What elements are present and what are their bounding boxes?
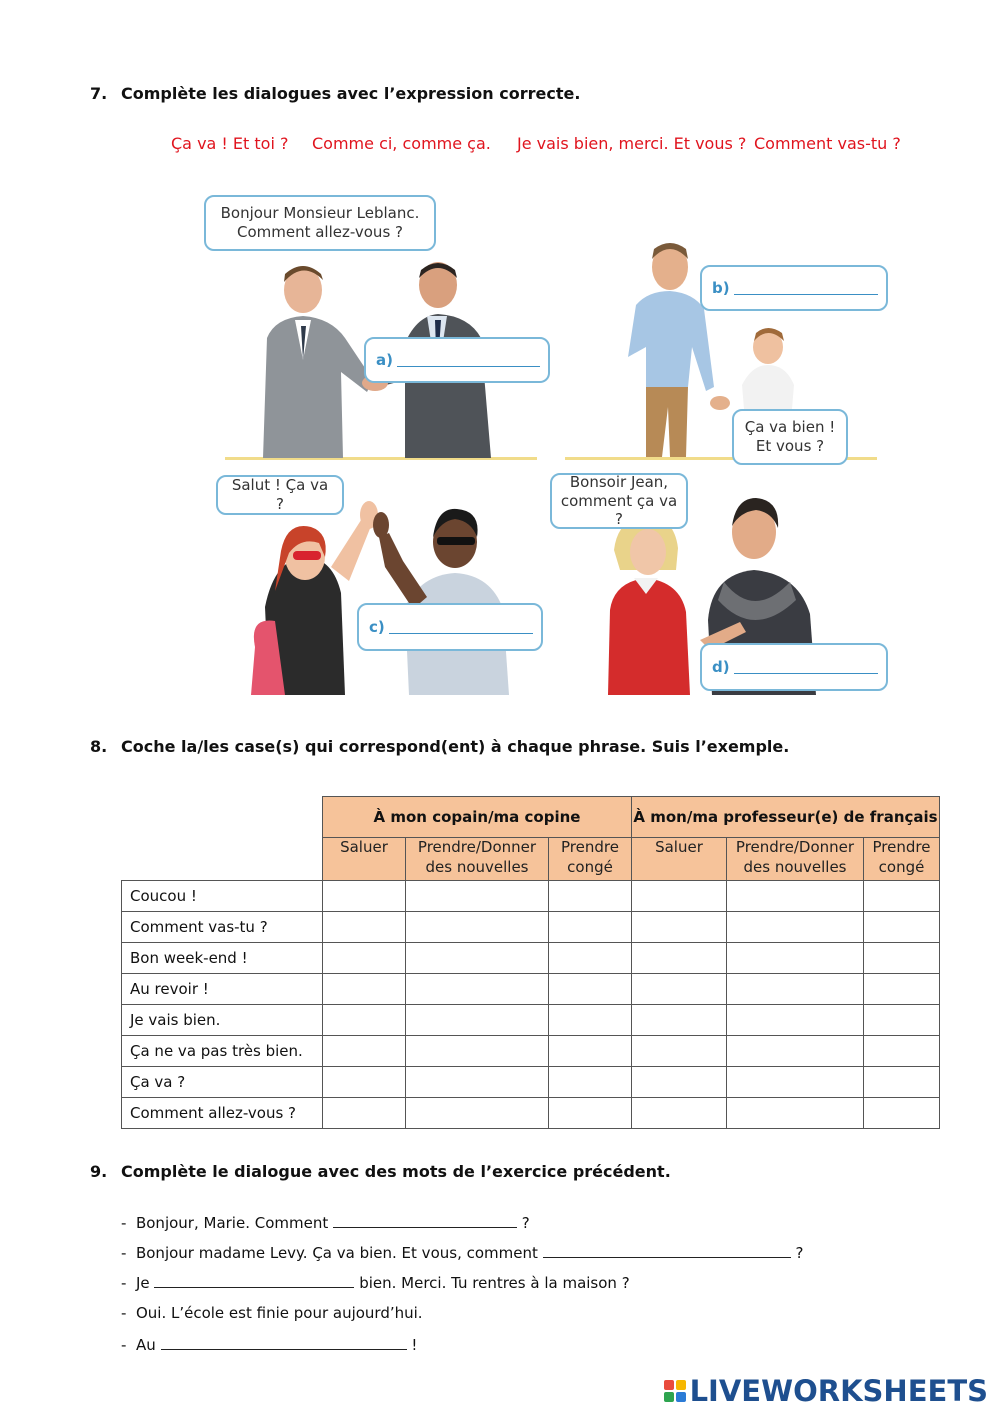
answer-blank-a[interactable] <box>397 354 540 367</box>
checkbox-cell[interactable] <box>323 943 406 974</box>
row-label: Bon week-end ! <box>122 943 323 974</box>
word-bank-item[interactable]: Ça va ! Et toi ? <box>171 134 289 153</box>
question-8-title: Coche la/les case(s) qui correspond(ent) à chaque phrase. Suis l’exemple. <box>121 737 790 756</box>
speech-bubble-monsieur-leblanc <box>204 195 436 251</box>
dialogue-line <box>121 1213 530 1232</box>
table-row <box>122 912 940 943</box>
checkbox-cell[interactable] <box>549 943 632 974</box>
row-label: Ça ne va pas très bien. <box>122 1036 323 1067</box>
checkbox-cell[interactable] <box>727 943 864 974</box>
dialogue-line <box>121 1335 417 1354</box>
checkbox-cell[interactable] <box>632 943 727 974</box>
answer-blank-b[interactable] <box>734 282 878 295</box>
speech-bubble-salut <box>216 475 344 515</box>
checkbox-cell[interactable] <box>406 881 549 912</box>
checkbox-cell[interactable] <box>406 943 549 974</box>
checkbox-cell[interactable] <box>406 1005 549 1036</box>
column-header: Prendre congé <box>864 838 940 881</box>
checkbox-cell[interactable] <box>406 1067 549 1098</box>
table-row <box>122 974 940 1005</box>
answer-bubble-b[interactable] <box>700 265 888 311</box>
group-header-professeur: À mon/ma professeur(e) de français <box>632 797 940 838</box>
checkbox-cell[interactable] <box>323 1098 406 1129</box>
checkbox-cell[interactable] <box>323 1005 406 1036</box>
row-label: Coucou ! <box>122 881 323 912</box>
dialogue-text: Oui. L’école est finie pour aujourd’hui. <box>135 1304 423 1322</box>
dash: - <box>121 1214 127 1232</box>
answer-label-b: b) <box>712 278 730 297</box>
question-7-number: 7. <box>90 84 108 103</box>
dialogue-line <box>121 1304 423 1322</box>
column-header: Prendre/Donner des nouvelles <box>406 838 549 881</box>
dialogue-line <box>121 1243 803 1262</box>
checkbox-cell[interactable] <box>323 1067 406 1098</box>
dialogue-text: ? <box>795 1244 804 1262</box>
table-row <box>122 1036 940 1067</box>
row-label: Comment vas-tu ? <box>122 912 323 943</box>
checkbox-cell[interactable] <box>549 1036 632 1067</box>
checkbox-cell[interactable] <box>864 1036 940 1067</box>
checkbox-cell[interactable] <box>864 1098 940 1129</box>
checkbox-cell[interactable] <box>727 1036 864 1067</box>
table-row <box>122 1098 940 1129</box>
question-7-title: Complète les dialogues avec l’expression correcte. <box>121 84 581 103</box>
dialogue-text: ? <box>521 1214 530 1232</box>
checkbox-cell[interactable] <box>323 912 406 943</box>
bubble-text-line: comment ça va ? <box>560 491 678 529</box>
checkbox-cell[interactable] <box>406 912 549 943</box>
column-header: Prendre/Donner des nouvelles <box>727 838 864 881</box>
dash: - <box>121 1336 127 1354</box>
logo-text: LIVEWORKSHEETS <box>689 1374 988 1408</box>
checkbox-cell[interactable] <box>632 1098 727 1129</box>
group-header-copain: À mon copain/ma copine <box>323 797 632 838</box>
row-label: Je vais bien. <box>122 1005 323 1036</box>
table-row <box>122 1005 940 1036</box>
checkbox-cell[interactable] <box>632 1067 727 1098</box>
checkbox-cell[interactable] <box>323 881 406 912</box>
bubble-text-line: Salut ! Ça va ? <box>231 476 329 513</box>
table-corner <box>122 797 323 838</box>
question-8-number: 8. <box>90 737 108 756</box>
dialogue-text: bien. Merci. Tu rentres à la maison ? <box>359 1274 630 1292</box>
answer-label-a: a) <box>376 350 393 369</box>
checkbox-cell[interactable] <box>727 974 864 1005</box>
answer-blank[interactable] <box>543 1243 791 1258</box>
checkbox-cell[interactable] <box>864 912 940 943</box>
checkbox-cell[interactable] <box>632 881 727 912</box>
checkbox-cell[interactable] <box>632 1005 727 1036</box>
checkbox-cell[interactable] <box>406 974 549 1005</box>
checkbox-cell[interactable] <box>549 1067 632 1098</box>
checkbox-cell[interactable] <box>632 974 727 1005</box>
checkbox-cell[interactable] <box>323 974 406 1005</box>
dialogue-text: Au <box>135 1336 156 1354</box>
checkbox-cell[interactable] <box>632 1036 727 1067</box>
column-header: Saluer <box>323 838 406 881</box>
answer-bubble-a[interactable] <box>364 337 550 383</box>
checkbox-cell[interactable] <box>727 881 864 912</box>
table-row <box>122 943 940 974</box>
checkbox-cell[interactable] <box>323 1036 406 1067</box>
checkbox-cell[interactable] <box>632 912 727 943</box>
checkbox-cell[interactable] <box>549 881 632 912</box>
speech-bubble-ca-va-bien <box>732 409 848 465</box>
answer-label-c: c) <box>369 617 385 636</box>
answer-bubble-c[interactable] <box>357 603 543 651</box>
checkbox-cell[interactable] <box>549 912 632 943</box>
bubble-text-line: Bonsoir Jean, <box>569 472 669 491</box>
dash: - <box>121 1274 127 1292</box>
checkbox-cell[interactable] <box>864 974 940 1005</box>
checkbox-cell[interactable] <box>549 974 632 1005</box>
table-row <box>122 881 940 912</box>
dialogue-illustration <box>200 185 890 695</box>
answer-blank-c[interactable] <box>389 621 533 634</box>
logo-mark-icon <box>664 1380 686 1402</box>
bubble-text-line: Ça va bien ! <box>744 418 836 437</box>
answer-label-d: d) <box>712 657 730 676</box>
checkbox-cell[interactable] <box>864 1005 940 1036</box>
question-9-title: Complète le dialogue avec des mots de l’exercice précédent. <box>121 1162 671 1181</box>
checkbox-cell[interactable] <box>727 1098 864 1129</box>
answer-blank[interactable] <box>161 1335 407 1350</box>
checkbox-cell[interactable] <box>727 1067 864 1098</box>
row-label: Comment allez-vous ? <box>122 1098 323 1129</box>
checkbox-cell[interactable] <box>406 1036 549 1067</box>
checkbox-cell[interactable] <box>864 943 940 974</box>
checkbox-table <box>121 796 940 1129</box>
checkbox-cell[interactable] <box>727 1005 864 1036</box>
dialogue-text: ! <box>411 1336 418 1354</box>
answer-blank[interactable] <box>154 1273 354 1288</box>
word-bank-item[interactable]: Comme ci, comme ça. <box>312 134 491 153</box>
row-label: Au revoir ! <box>122 974 323 1005</box>
bubble-text-line: Et vous ? <box>755 437 825 455</box>
checkbox-cell[interactable] <box>727 912 864 943</box>
answer-blank-d[interactable] <box>734 661 878 674</box>
dash: - <box>121 1304 127 1322</box>
question-9-number: 9. <box>90 1162 108 1181</box>
speech-bubble-bonsoir-jean <box>550 473 688 529</box>
word-bank-item[interactable]: Je vais bien, merci. Et vous ? <box>517 134 747 153</box>
checkbox-cell[interactable] <box>549 1098 632 1129</box>
checkbox-cell[interactable] <box>549 1005 632 1036</box>
dialogue-line <box>121 1273 630 1292</box>
word-bank-item[interactable]: Comment vas-tu ? <box>754 134 901 153</box>
dialogue-text: Bonjour madame Levy. Ça va bien. Et vous, comment <box>135 1244 538 1262</box>
answer-bubble-d[interactable] <box>700 643 888 691</box>
column-header: Prendre congé <box>549 838 632 881</box>
bubble-text-line: Bonjour Monsieur Leblanc. <box>220 204 420 223</box>
table-row <box>122 1067 940 1098</box>
checkbox-cell[interactable] <box>864 881 940 912</box>
checkbox-cell[interactable] <box>864 1067 940 1098</box>
dash: - <box>121 1244 127 1262</box>
dialogue-text: Bonjour, Marie. Comment <box>135 1214 329 1232</box>
dialogue-text: Je <box>135 1274 150 1292</box>
row-label: Ça va ? <box>122 1067 323 1098</box>
checkbox-cell[interactable] <box>406 1098 549 1129</box>
liveworksheets-logo <box>664 1374 988 1408</box>
teens-high-five-illustration <box>245 497 535 695</box>
table-corner <box>122 838 323 881</box>
answer-blank[interactable] <box>333 1213 517 1228</box>
column-header: Saluer <box>632 838 727 881</box>
bubble-text-line: Comment allez-vous ? <box>236 223 403 241</box>
